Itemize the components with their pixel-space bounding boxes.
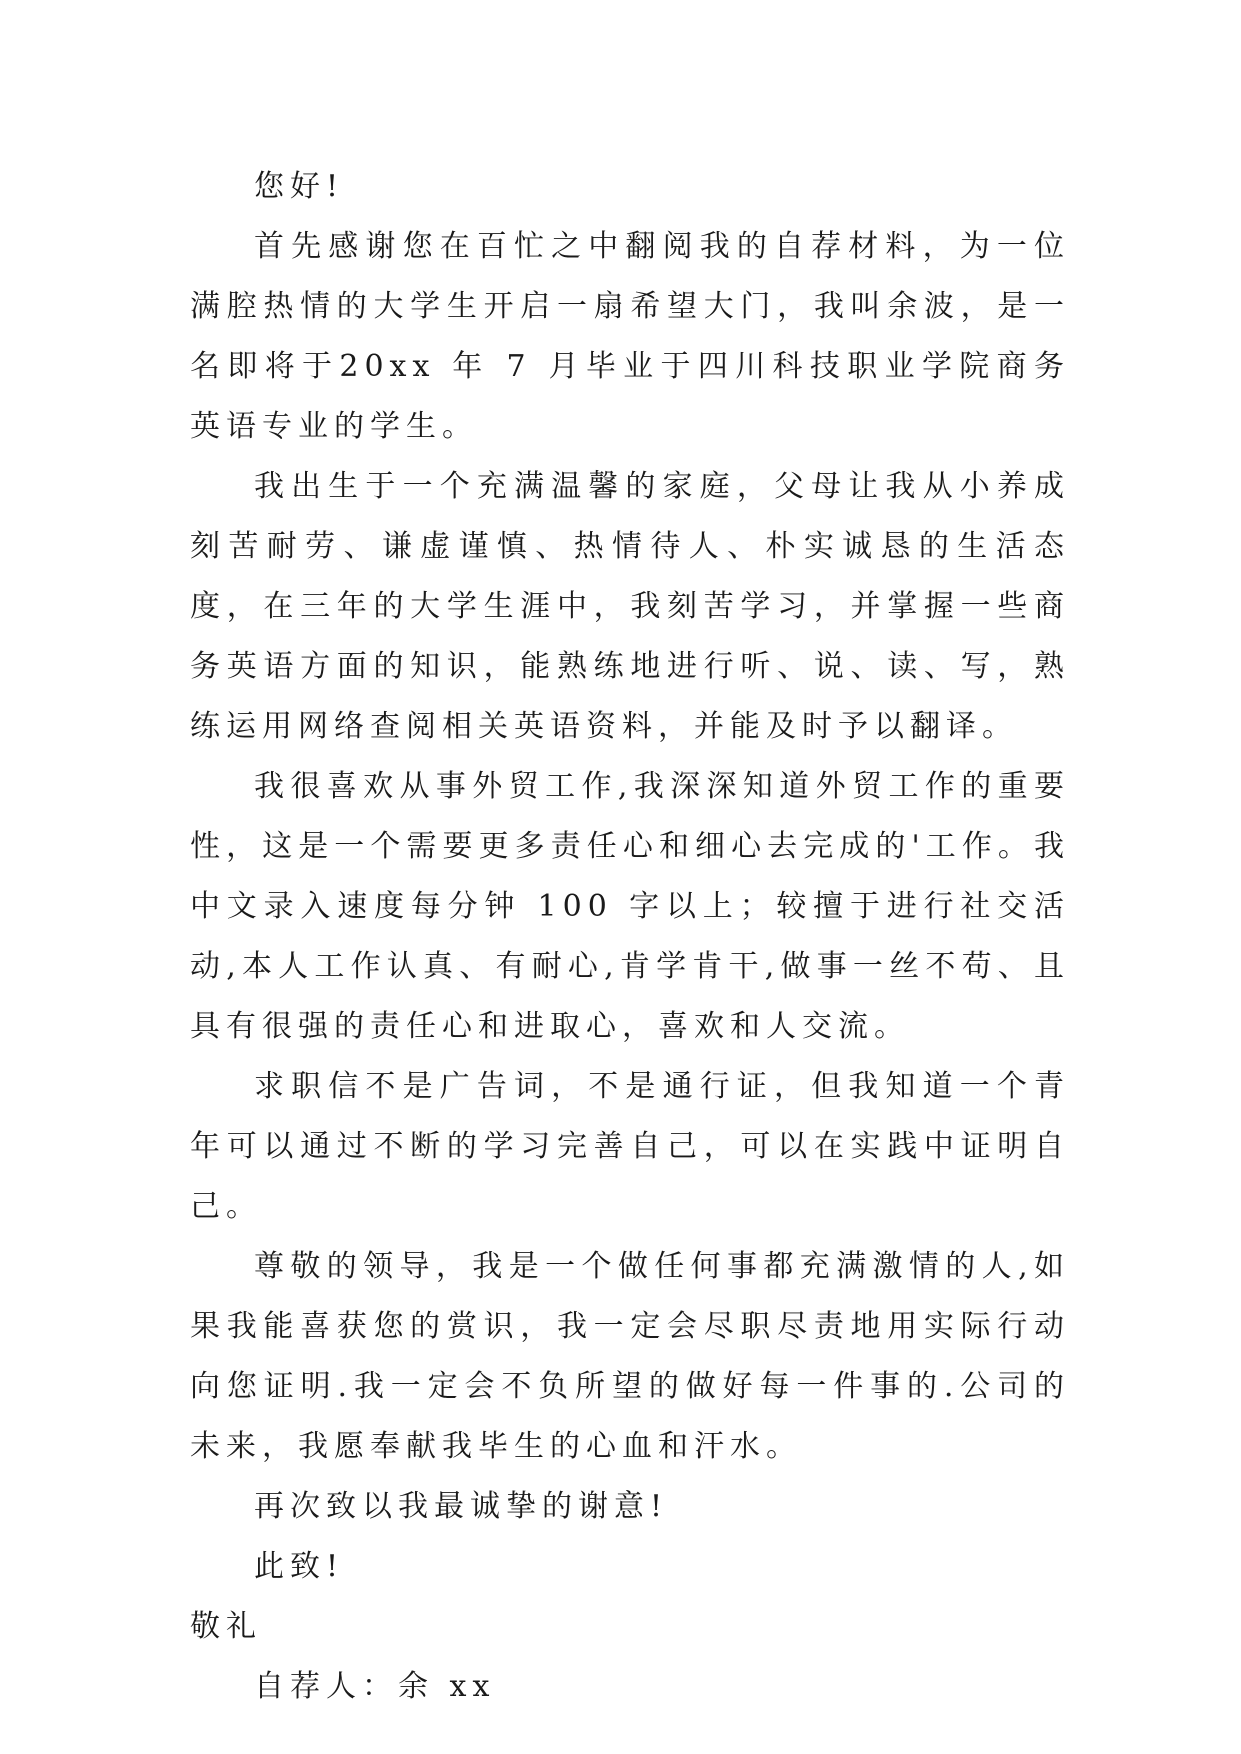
paragraph-statement: 求职信不是广告词，不是通行证，但我知道一个青年可以通过不断的学习完善自己，可以在实践中证明自己。 [190,1069,1070,1224]
salute-line: 敬礼 [190,1609,262,1644]
paragraph-background: 我出生于一个充满温馨的家庭，父母让我从小养成刻苦耐劳、谦虚谨慎、热情待人、朴实诚恳的生活态度，在三年的大学生涯中，我刻苦学习，并掌握一些商务英语方面的知识，能熟练地进行听、说、读、写，熟练运用网络查阅相关英语资料，并能及时予以翻译。 [190,469,1070,744]
paragraph-commitment: 尊敬的领导，我是一个做任何事都充满激情的人,如果我能喜获您的赏识，我一定会尽职尽责地用实际行动向您证明.我一定会不负所望的做好每一件事的.公司的未来，我愿奉献我毕生的心血和汗水。 [190,1249,1070,1464]
thanks-line: 再次致以我最诚挚的谢意! [254,1489,669,1524]
paragraph-intro: 首先感谢您在百忙之中翻阅我的自荐材料，为一位满腔热情的大学生开启一扇希望大门，我叫余波，是一名即将于20xx 年 7 月毕业于四川科技职业学院商务英语专业的学生。 [190,229,1070,444]
signature-line: 自荐人：余 xx [254,1669,496,1704]
letter-body [190,157,1070,1717]
closing-line: 此致! [254,1549,345,1584]
greeting: 您好! [254,169,345,204]
paragraph-skills: 我很喜欢从事外贸工作,我深深知道外贸工作的重要性，这是一个需要更多责任心和细心去完成的'工作。我中文录入速度每分钟 100 字以上；较擅于进行社交活动,本人工作认真、有耐心,肯学肯干,做事一丝不苟、且具有很强的责任心和进取心，喜欢和人交流。 [190,769,1070,1044]
